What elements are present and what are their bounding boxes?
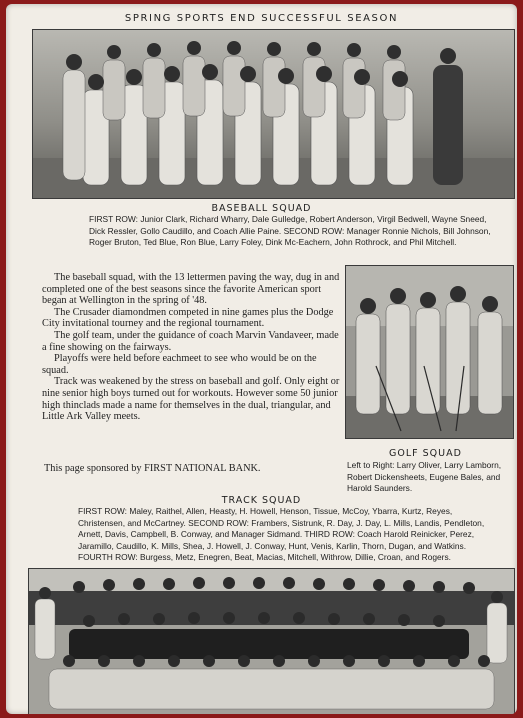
sponsor-line: This page sponsored by FIRST NATIONAL BANK.: [44, 463, 261, 474]
track-squad-caption: FIRST ROW: Maley, Raithel, Allen, Heasty, H. Howell, Henson, Tissue, McCoy, Ybarra, Kurtz, Reyes, Christensen, and McCartney. SECOND ROW: Frambers, Sistrunk, R. Day, J. Day, L. Mills, Landis, Pendleton, Arnett, Davis, Campbell, B. Conway, and Manager Sidmand. THIRD ROW: Coach Harold Reinicker, Perez, Jaramillo, Caudillo, K. Mills, Shea, J. Howell, J. Conway, Hunt, Venis, Karlin, Thorn, Dugan, and Watkins. FOURTH ROW: Burgess, Metz, Enegren, Beat, Macias, Mitchell, Withrow, Dillie, Croan, and Rogers.: [78, 506, 485, 562]
baseball-squad-caption: FIRST ROW: Junior Clark, Richard Wharry, Dale Gulledge, Robert Anderson, Virgil Bedwell, Wayne Sneed, Dick Ressler, Gollo Caudillo, and Coach Allie Paine. SECOND ROW: Manager Ronnie Nichols, Bill Johnson, Roger Bruton, Ted Blue, Ron Blue, Larry Foley, Dink Mc-Eachern, John Rothrock, and Phil Mitchell.: [89, 214, 491, 247]
article-paragraph-1: The baseball squad, with the 13 lettermen paving the way, dug in and completed one of the best seasons since the favorite American sport began at Wellington in the spring of '48.: [42, 272, 340, 307]
golf-squad-title: GOLF SQUAD: [389, 448, 462, 459]
golf-squad-photo: [345, 265, 514, 439]
golf-squad-caption: Left to Right: Larry Oliver, Larry Lamborn, Robert Dickensheets, Eugene Bales, and Harold Saunders.: [347, 460, 502, 493]
baseball-photo-art: [33, 30, 514, 198]
track-photo-art: [29, 569, 514, 714]
article-body: [42, 272, 342, 423]
golf-photo-art: [346, 266, 513, 438]
article-paragraph-3: The golf team, under the guidance of coach Marvin Vandaveer, made a fine showing on the fairways.: [42, 329, 339, 353]
baseball-squad-photo: [32, 29, 515, 199]
baseball-squad-title: BASEBALL SQUAD: [211, 203, 312, 214]
yearbook-page: [6, 4, 517, 714]
track-squad-photo: [28, 568, 515, 714]
track-squad-title: TRACK SQUAD: [221, 495, 302, 506]
article-paragraph-4: Playoffs were held before eachmeet to see who would be on the squad.: [42, 353, 317, 376]
article-paragraph-2: The Crusader diamondmen competed in nine games plus the Dodge City invitational tourney and the regional tournament.: [42, 306, 334, 330]
article-paragraph-5: Track was weakened by the stress on baseball and golf. Only eight or nine senior high boys turned out for workouts. However some 50 junior high thinclads made a name for themselves in the dual, triangular, and Little Ark Valley meets.: [42, 376, 340, 423]
page-headline: SPRING SPORTS END SUCCESSFUL SEASON: [124, 13, 399, 24]
